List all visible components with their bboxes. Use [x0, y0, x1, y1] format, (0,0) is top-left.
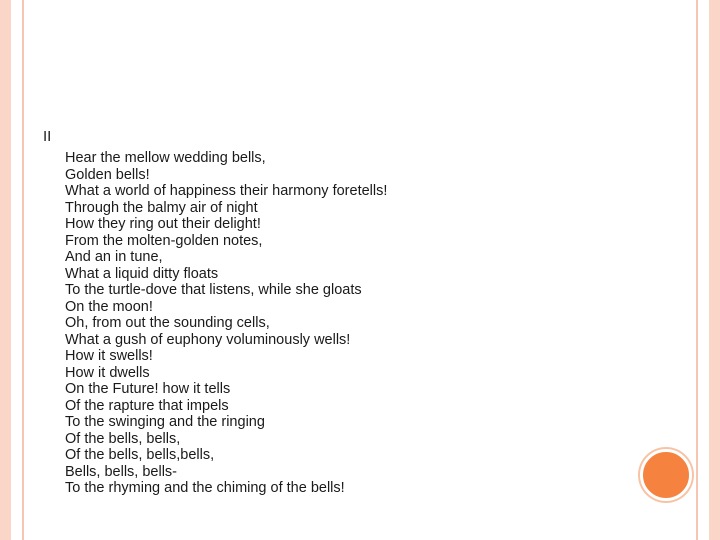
- poem-line: Oh, from out the sounding cells,: [65, 315, 270, 331]
- accent-circle: [640, 449, 692, 501]
- left-border-line: [22, 0, 24, 540]
- poem-line: What a gush of euphony voluminously wells!: [65, 331, 351, 348]
- poem-stanza: [65, 150, 665, 497]
- poem-line: Of the bells, bells,bells,: [65, 447, 215, 463]
- poem-line: How they ring out their delight!: [65, 216, 261, 232]
- section-marker: II: [43, 128, 52, 145]
- poem-line: And an in tune,: [65, 249, 163, 265]
- poem-line: On the moon!: [65, 298, 153, 315]
- poem-line: Bells, bells, bells-: [65, 463, 178, 480]
- poem-line: Of the bells, bells,: [65, 430, 181, 447]
- right-border-band: [709, 0, 720, 540]
- left-border-band: [0, 0, 11, 540]
- poem-line: How it dwells: [65, 364, 150, 381]
- poem-line: How it swells!: [65, 348, 153, 364]
- poem-line: On the Future! how it tells: [65, 381, 231, 397]
- poem-line: Golden bells!: [65, 166, 150, 183]
- poem-line: What a world of happiness their harmony foretells!: [65, 183, 388, 199]
- poem-line: Hear the mellow wedding bells,: [65, 150, 266, 166]
- right-border-line: [696, 0, 698, 540]
- poem-line: What a liquid ditty floats: [65, 265, 219, 282]
- poem-line: To the swinging and the ringing: [65, 414, 265, 430]
- poem-line: Of the rapture that impels: [65, 397, 229, 414]
- poem-line: From the molten-golden notes,: [65, 232, 263, 249]
- poem-line: Through the balmy air of night: [65, 199, 258, 216]
- poem-line: To the rhyming and the chiming of the bells!: [65, 480, 345, 496]
- poem-line: To the turtle-dove that listens, while she gloats: [65, 282, 362, 298]
